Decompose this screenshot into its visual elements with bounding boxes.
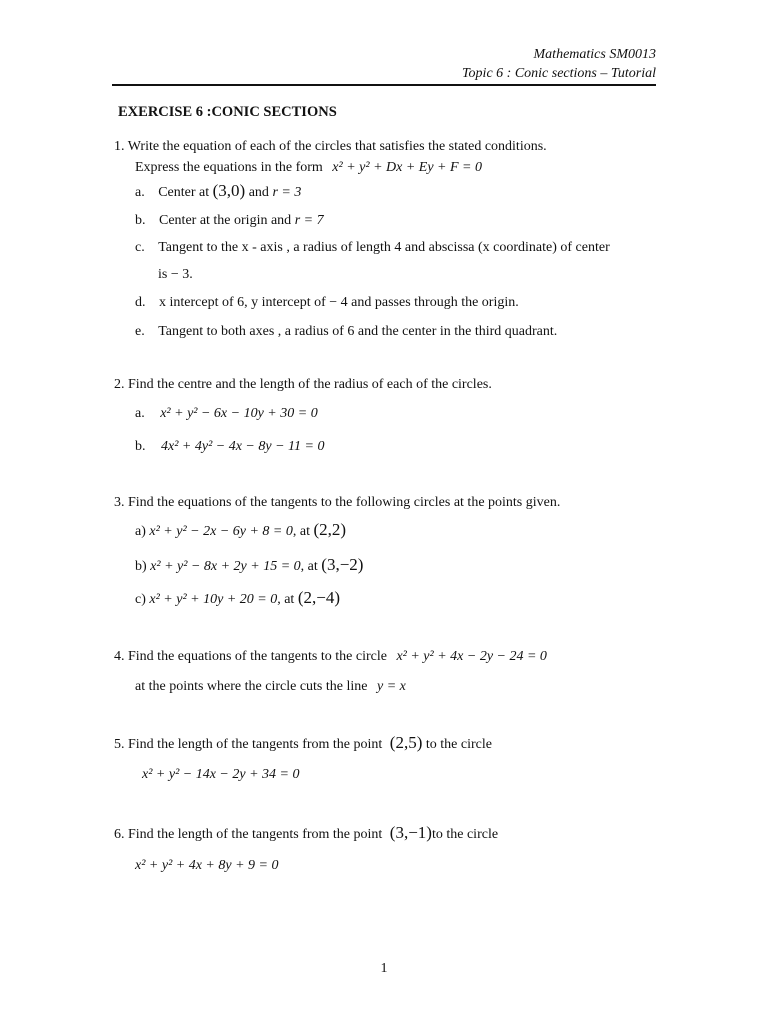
- q3-item-b: [135, 556, 363, 576]
- q4-line-eq: y = x: [376, 679, 406, 694]
- exercise-title: EXERCISE 6 :CONIC SECTIONS: [118, 104, 337, 120]
- q1-a-label: a.: [135, 185, 145, 200]
- q3-text: 3. Find the equations of the tangents to the following circles at the points given.: [114, 495, 561, 510]
- q3-b-point: (3,−2): [321, 555, 364, 574]
- q4-line1: [114, 648, 547, 666]
- q1-e-label: e.: [135, 324, 145, 339]
- q2-item-b: [135, 438, 324, 456]
- q6-text2: to the circle: [431, 827, 499, 842]
- q3-a-label: a): [135, 524, 146, 539]
- q5-text: 5. Find the length of the tangents from the point: [114, 737, 383, 752]
- q6-point: (3,−1): [389, 823, 432, 842]
- header-course: Mathematics SM0013: [533, 47, 656, 62]
- q3-item-c: [135, 589, 340, 609]
- q3-c-at: , at: [277, 592, 295, 607]
- q4-eq: x² + y² + 4x − 2y − 24 = 0: [396, 649, 547, 664]
- q1-a-and: and: [248, 185, 269, 200]
- q1-a-point: (3,0): [212, 181, 246, 200]
- q1-c-text: Tangent to the x - axis , a radius of length 4 and abscissa (x coordinate) of center: [158, 240, 610, 255]
- q1-item-b: [135, 212, 324, 230]
- q1-text: 1. Write the equation of each of the circles that satisfies the stated conditions.: [114, 139, 547, 154]
- q4-text: 4. Find the equations of the tangents to the circle: [114, 649, 387, 664]
- q3-c-label: c): [135, 592, 146, 607]
- q1-item-c: [135, 239, 610, 257]
- q1-d-text: x intercept of 6, y intercept of − 4 and passes through the origin.: [159, 295, 519, 310]
- q1-item-a: [135, 182, 301, 202]
- q3-c-eq: x² + y² + 10y + 20 = 0: [149, 592, 278, 607]
- q3-c-point: (2,−4): [297, 588, 340, 607]
- q6-eq: x² + y² + 4x + 8y + 9 = 0: [135, 858, 279, 873]
- header-topic: Topic 6 : Conic sections – Tutorial: [462, 66, 656, 81]
- q3-a-eq: x² + y² − 2x − 6y + 8 = 0: [149, 524, 293, 539]
- q6-text: 6. Find the length of the tangents from the point: [114, 827, 383, 842]
- page-number: 1: [380, 961, 388, 976]
- q4-line2-text: at the points where the circle cuts the line: [135, 679, 368, 694]
- q3-a-point: (2,2): [313, 520, 347, 539]
- q3-b-eq: x² + y² − 8x + 2y + 15 = 0: [150, 559, 301, 574]
- q2-b-label: b.: [135, 439, 146, 454]
- q3-a-at: , at: [292, 524, 310, 539]
- q1-form-prefix: Express the equations in the form: [135, 160, 323, 175]
- q1-form-equation: x² + y² + Dx + Ey + F = 0: [332, 160, 482, 175]
- q1-a-eq: r = 3: [272, 185, 302, 200]
- q5-eq: x² + y² − 14x − 2y + 34 = 0: [142, 767, 300, 782]
- q1-d-label: d.: [135, 295, 146, 310]
- q3-item-a: [135, 521, 346, 541]
- q2-a-eq: x² + y² − 6x − 10y + 30 = 0: [160, 406, 318, 421]
- q2-b-eq: 4x² + 4y² − 4x − 8y − 11 = 0: [161, 439, 325, 454]
- q6-line1: [114, 824, 498, 844]
- q1-b-label: b.: [135, 213, 146, 228]
- q1-item-d: [135, 294, 519, 312]
- q3-b-at: , at: [300, 559, 318, 574]
- q4-line2: [135, 678, 406, 696]
- q1-form: [135, 159, 482, 177]
- q3-b-label: b): [135, 559, 147, 574]
- q1-a-text: Center at: [158, 185, 210, 200]
- q5-text2: to the circle: [425, 737, 492, 752]
- q5-point: (2,5): [389, 733, 423, 752]
- header-rule: [112, 84, 656, 86]
- q1-b-eq: r = 7: [294, 213, 324, 228]
- q2-a-label: a.: [135, 406, 145, 421]
- q1-c-continued: is − 3.: [158, 267, 193, 282]
- q1-item-e: [135, 323, 557, 341]
- q2-item-a: [135, 405, 318, 423]
- q1-c-label: c.: [135, 240, 145, 255]
- q2-text: 2. Find the centre and the length of the radius of each of the circles.: [114, 377, 492, 392]
- q1-e-text: Tangent to both axes , a radius of 6 and the center in the third quadrant.: [158, 324, 558, 339]
- q1-b-text: Center at the origin and: [159, 213, 292, 228]
- q5-line1: [114, 734, 492, 754]
